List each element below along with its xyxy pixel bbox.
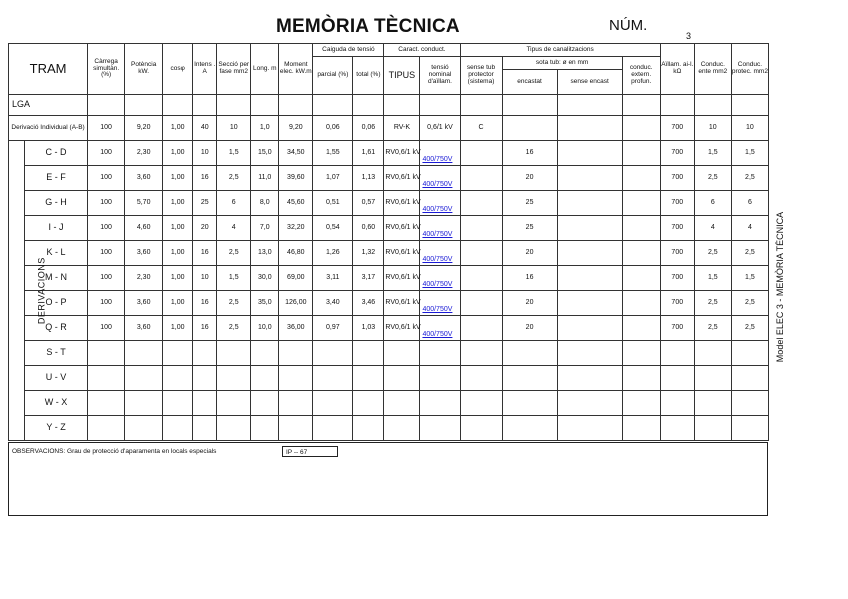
parcial-cell: 0,06 <box>313 116 353 141</box>
col-seccio: Secció per fase mm2 <box>217 44 251 95</box>
parcial-cell: 1,07 <box>313 166 353 191</box>
sense-tub-cell: C <box>460 116 502 141</box>
cos-cell: 1,00 <box>163 191 193 216</box>
lga-label: LGA <box>9 95 88 116</box>
tram-cell: C - D <box>25 141 88 166</box>
tram-cell: U - V <box>25 366 88 391</box>
col-canalitzacions: Tipus de canalitzacions <box>460 44 660 57</box>
sense-tub-cell <box>460 191 502 216</box>
moment-cell: 39,60 <box>279 166 313 191</box>
col-tipus: TIPUS <box>384 57 420 95</box>
ente-cell: 1,5 <box>694 141 731 166</box>
tensio-cell: 400/750V <box>420 291 460 316</box>
moment-cell: 126,00 <box>279 291 313 316</box>
tram-cell: Q - R <box>25 316 88 341</box>
long-cell: 1,0 <box>251 116 279 141</box>
seccio-cell: 4 <box>217 216 251 241</box>
aillam-cell: 700 <box>660 241 694 266</box>
moment-cell: 32,20 <box>279 216 313 241</box>
tensio-cell: 400/750V <box>420 266 460 291</box>
col-aillam: Aïllam. ai-l. kΩ <box>660 44 694 95</box>
tensio-cell: 400/750V <box>420 216 460 241</box>
col-sense-tub: sense tub protector (sistema) <box>460 57 502 95</box>
tipus-cell: RV0,6/1 kV <box>384 141 420 166</box>
seccio-cell: 2,5 <box>217 291 251 316</box>
sense-tub-cell <box>460 216 502 241</box>
table-row <box>9 116 769 141</box>
protec-cell: 10 <box>731 116 768 141</box>
potencia-cell: 3,60 <box>125 166 163 191</box>
total-cell: 3,17 <box>353 266 384 291</box>
seccio-cell: 2,5 <box>217 316 251 341</box>
protec-cell: 2,5 <box>731 166 768 191</box>
seccio-cell: 1,5 <box>217 266 251 291</box>
carrega-cell: 100 <box>88 216 125 241</box>
ente-cell: 2,5 <box>694 291 731 316</box>
parcial-cell: 1,55 <box>313 141 353 166</box>
tensio-cell: 400/750V <box>420 191 460 216</box>
sense-tub-cell <box>460 316 502 341</box>
seccio-cell: 10 <box>217 116 251 141</box>
table-row <box>9 166 769 191</box>
sense-tub-cell <box>460 166 502 191</box>
long-cell: 7,0 <box>251 216 279 241</box>
observations-box <box>8 442 768 516</box>
carrega-cell: 100 <box>88 116 125 141</box>
intens-cell: 16 <box>193 291 217 316</box>
carrega-cell: 100 <box>88 291 125 316</box>
memoria-table <box>8 43 769 441</box>
ente-cell: 10 <box>694 116 731 141</box>
col-encastat: encastat <box>502 70 557 95</box>
tram-cell: Derivació Individual (A-B) <box>9 116 88 141</box>
col-conduc-ext: conduc. extern. profun. <box>622 57 660 95</box>
tensio-cell: 400/750V <box>420 241 460 266</box>
cos-cell: 1,00 <box>163 116 193 141</box>
col-cosphi: cosφ <box>163 44 193 95</box>
ente-cell: 6 <box>694 191 731 216</box>
seccio-cell: 1,5 <box>217 141 251 166</box>
potencia-cell: 3,60 <box>125 241 163 266</box>
parcial-cell: 3,11 <box>313 266 353 291</box>
tram-cell: E - F <box>25 166 88 191</box>
number-value: 3 <box>686 31 692 41</box>
col-caract: Caract. conduct. <box>384 44 460 57</box>
moment-cell: 69,00 <box>279 266 313 291</box>
encastat-cell <box>502 116 557 141</box>
intens-cell: 40 <box>193 116 217 141</box>
table-row <box>9 191 769 216</box>
aillam-cell: 700 <box>660 191 694 216</box>
page-title: MEMÒRIA TÈCNICA <box>276 16 460 37</box>
potencia-cell: 3,60 <box>125 316 163 341</box>
encastat-cell: 20 <box>502 291 557 316</box>
table-row <box>9 316 769 341</box>
table-row <box>9 266 769 291</box>
ente-cell: 2,5 <box>694 316 731 341</box>
tipus-cell: RV-K <box>384 116 420 141</box>
tensio-cell: 400/750V <box>420 141 460 166</box>
number-label: NÚM. <box>609 17 648 34</box>
col-parcial: parcial (%) <box>313 57 353 95</box>
col-tram: TRAM <box>9 44 88 95</box>
long-cell: 10,0 <box>251 316 279 341</box>
tipus-cell: RV0,6/1 kV <box>384 166 420 191</box>
total-cell: 1,61 <box>353 141 384 166</box>
tipus-cell: RV0,6/1 kV <box>384 291 420 316</box>
long-cell: 30,0 <box>251 266 279 291</box>
table-row <box>9 366 769 391</box>
protec-cell: 1,5 <box>731 141 768 166</box>
col-sota-tub: sota tub: ø en mm <box>502 57 622 70</box>
tipus-cell: RV0,6/1 kV <box>384 191 420 216</box>
moment-cell: 46,80 <box>279 241 313 266</box>
potencia-cell: 9,20 <box>125 116 163 141</box>
aillam-cell: 700 <box>660 316 694 341</box>
seccio-cell: 2,5 <box>217 166 251 191</box>
parcial-cell: 0,54 <box>313 216 353 241</box>
protec-cell: 2,5 <box>731 316 768 341</box>
protec-cell: 6 <box>731 191 768 216</box>
table-row <box>9 341 769 366</box>
parcial-cell: 0,97 <box>313 316 353 341</box>
carrega-cell: 100 <box>88 266 125 291</box>
sense-tub-cell <box>460 241 502 266</box>
tram-cell: I - J <box>25 216 88 241</box>
moment-cell: 34,50 <box>279 141 313 166</box>
encastat-cell: 16 <box>502 266 557 291</box>
potencia-cell: 5,70 <box>125 191 163 216</box>
derivacions-label: DERIVACIONS <box>9 141 25 441</box>
encastat-cell: 16 <box>502 141 557 166</box>
cos-cell: 1,00 <box>163 166 193 191</box>
ip-rating-field: IP -- 67 <box>282 446 338 457</box>
intens-cell: 10 <box>193 141 217 166</box>
sense-tub-cell <box>460 291 502 316</box>
intens-cell: 10 <box>193 266 217 291</box>
tensio-cell: 0,6/1 kV <box>420 116 460 141</box>
aillam-cell: 700 <box>660 266 694 291</box>
aillam-cell: 700 <box>660 291 694 316</box>
seccio-cell: 6 <box>217 191 251 216</box>
long-cell: 15,0 <box>251 141 279 166</box>
aillam-cell: 700 <box>660 166 694 191</box>
encastat-cell: 20 <box>502 241 557 266</box>
col-conduc-protec: Conduc. protec. mm2 <box>731 44 768 95</box>
encastat-cell: 20 <box>502 166 557 191</box>
tram-cell: O - P <box>25 291 88 316</box>
potencia-cell: 2,30 <box>125 141 163 166</box>
seccio-cell: 2,5 <box>217 241 251 266</box>
cos-cell: 1,00 <box>163 316 193 341</box>
potencia-cell: 2,30 <box>125 266 163 291</box>
tensio-cell: 400/750V <box>420 166 460 191</box>
potencia-cell: 3,60 <box>125 291 163 316</box>
tipus-cell: RV0,6/1 kV <box>384 316 420 341</box>
aillam-cell: 700 <box>660 216 694 241</box>
tipus-cell: RV0,6/1 kV <box>384 216 420 241</box>
total-cell: 0,06 <box>353 116 384 141</box>
table-row <box>9 141 769 166</box>
moment-cell: 45,60 <box>279 191 313 216</box>
parcial-cell: 1,26 <box>313 241 353 266</box>
tram-cell: K - L <box>25 241 88 266</box>
protec-cell: 2,5 <box>731 291 768 316</box>
long-cell: 13,0 <box>251 241 279 266</box>
carrega-cell: 100 <box>88 166 125 191</box>
col-caiguda: Caiguda de tensió <box>313 44 384 57</box>
tram-cell: M - N <box>25 266 88 291</box>
tram-cell: W - X <box>25 391 88 416</box>
protec-cell: 4 <box>731 216 768 241</box>
table-row <box>9 416 769 441</box>
table-row <box>9 291 769 316</box>
sense-tub-cell <box>460 266 502 291</box>
tipus-cell: RV0,6/1 kV <box>384 266 420 291</box>
total-cell: 0,60 <box>353 216 384 241</box>
total-cell: 0,57 <box>353 191 384 216</box>
carrega-cell: 100 <box>88 141 125 166</box>
moment-cell: 9,20 <box>279 116 313 141</box>
tram-cell: Y - Z <box>25 416 88 441</box>
intens-cell: 25 <box>193 191 217 216</box>
parcial-cell: 3,40 <box>313 291 353 316</box>
ente-cell: 4 <box>694 216 731 241</box>
table-row <box>9 241 769 266</box>
total-cell: 1,13 <box>353 166 384 191</box>
long-cell: 35,0 <box>251 291 279 316</box>
long-cell: 8,0 <box>251 191 279 216</box>
table-row <box>9 391 769 416</box>
col-tensio: tensió nominal d'aïllam. <box>420 57 460 95</box>
sense-tub-cell <box>460 141 502 166</box>
encastat-cell: 25 <box>502 216 557 241</box>
col-sense-encast: sense encast <box>557 70 622 95</box>
col-potencia: Potència kW. <box>125 44 163 95</box>
parcial-cell: 0,51 <box>313 191 353 216</box>
total-cell: 3,46 <box>353 291 384 316</box>
col-conduc-ente: Conduc. ente mm2 <box>694 44 731 95</box>
long-cell: 11,0 <box>251 166 279 191</box>
table-row <box>9 216 769 241</box>
intens-cell: 20 <box>193 216 217 241</box>
intens-cell: 16 <box>193 241 217 266</box>
intens-cell: 16 <box>193 166 217 191</box>
encastat-cell: 20 <box>502 316 557 341</box>
carrega-cell: 100 <box>88 191 125 216</box>
col-long: Long. m <box>251 44 279 95</box>
col-moment: Moment elec. kW.m <box>279 44 313 95</box>
ente-cell: 2,5 <box>694 241 731 266</box>
intens-cell: 16 <box>193 316 217 341</box>
side-model-label: Model ELEC 3 - MEMÒRIA TÈCNICA <box>775 211 785 363</box>
ente-cell: 1,5 <box>694 266 731 291</box>
carrega-cell: 100 <box>88 316 125 341</box>
tram-cell: G - H <box>25 191 88 216</box>
tensio-cell: 400/750V <box>420 316 460 341</box>
col-intens: Intens . A <box>193 44 217 95</box>
protec-cell: 2,5 <box>731 241 768 266</box>
carrega-cell: 100 <box>88 241 125 266</box>
tipus-cell: RV0,6/1 kV <box>384 241 420 266</box>
aillam-cell: 700 <box>660 116 694 141</box>
tram-cell: S - T <box>25 341 88 366</box>
protec-cell: 1,5 <box>731 266 768 291</box>
col-total: total (%) <box>353 57 384 95</box>
cos-cell: 1,00 <box>163 141 193 166</box>
cos-cell: 1,00 <box>163 216 193 241</box>
table-row-lga <box>9 95 769 116</box>
encastat-cell: 25 <box>502 191 557 216</box>
ente-cell: 2,5 <box>694 166 731 191</box>
cos-cell: 1,00 <box>163 241 193 266</box>
total-cell: 1,32 <box>353 241 384 266</box>
potencia-cell: 4,60 <box>125 216 163 241</box>
total-cell: 1,03 <box>353 316 384 341</box>
moment-cell: 36,00 <box>279 316 313 341</box>
aillam-cell: 700 <box>660 141 694 166</box>
col-carrega: Càrrega simultàn. (%) <box>88 44 125 95</box>
cos-cell: 1,00 <box>163 291 193 316</box>
cos-cell: 1,00 <box>163 266 193 291</box>
observations-label: OBSERVACIONS: Grau de protecció d'aparamenta en locals especials <box>12 448 217 455</box>
